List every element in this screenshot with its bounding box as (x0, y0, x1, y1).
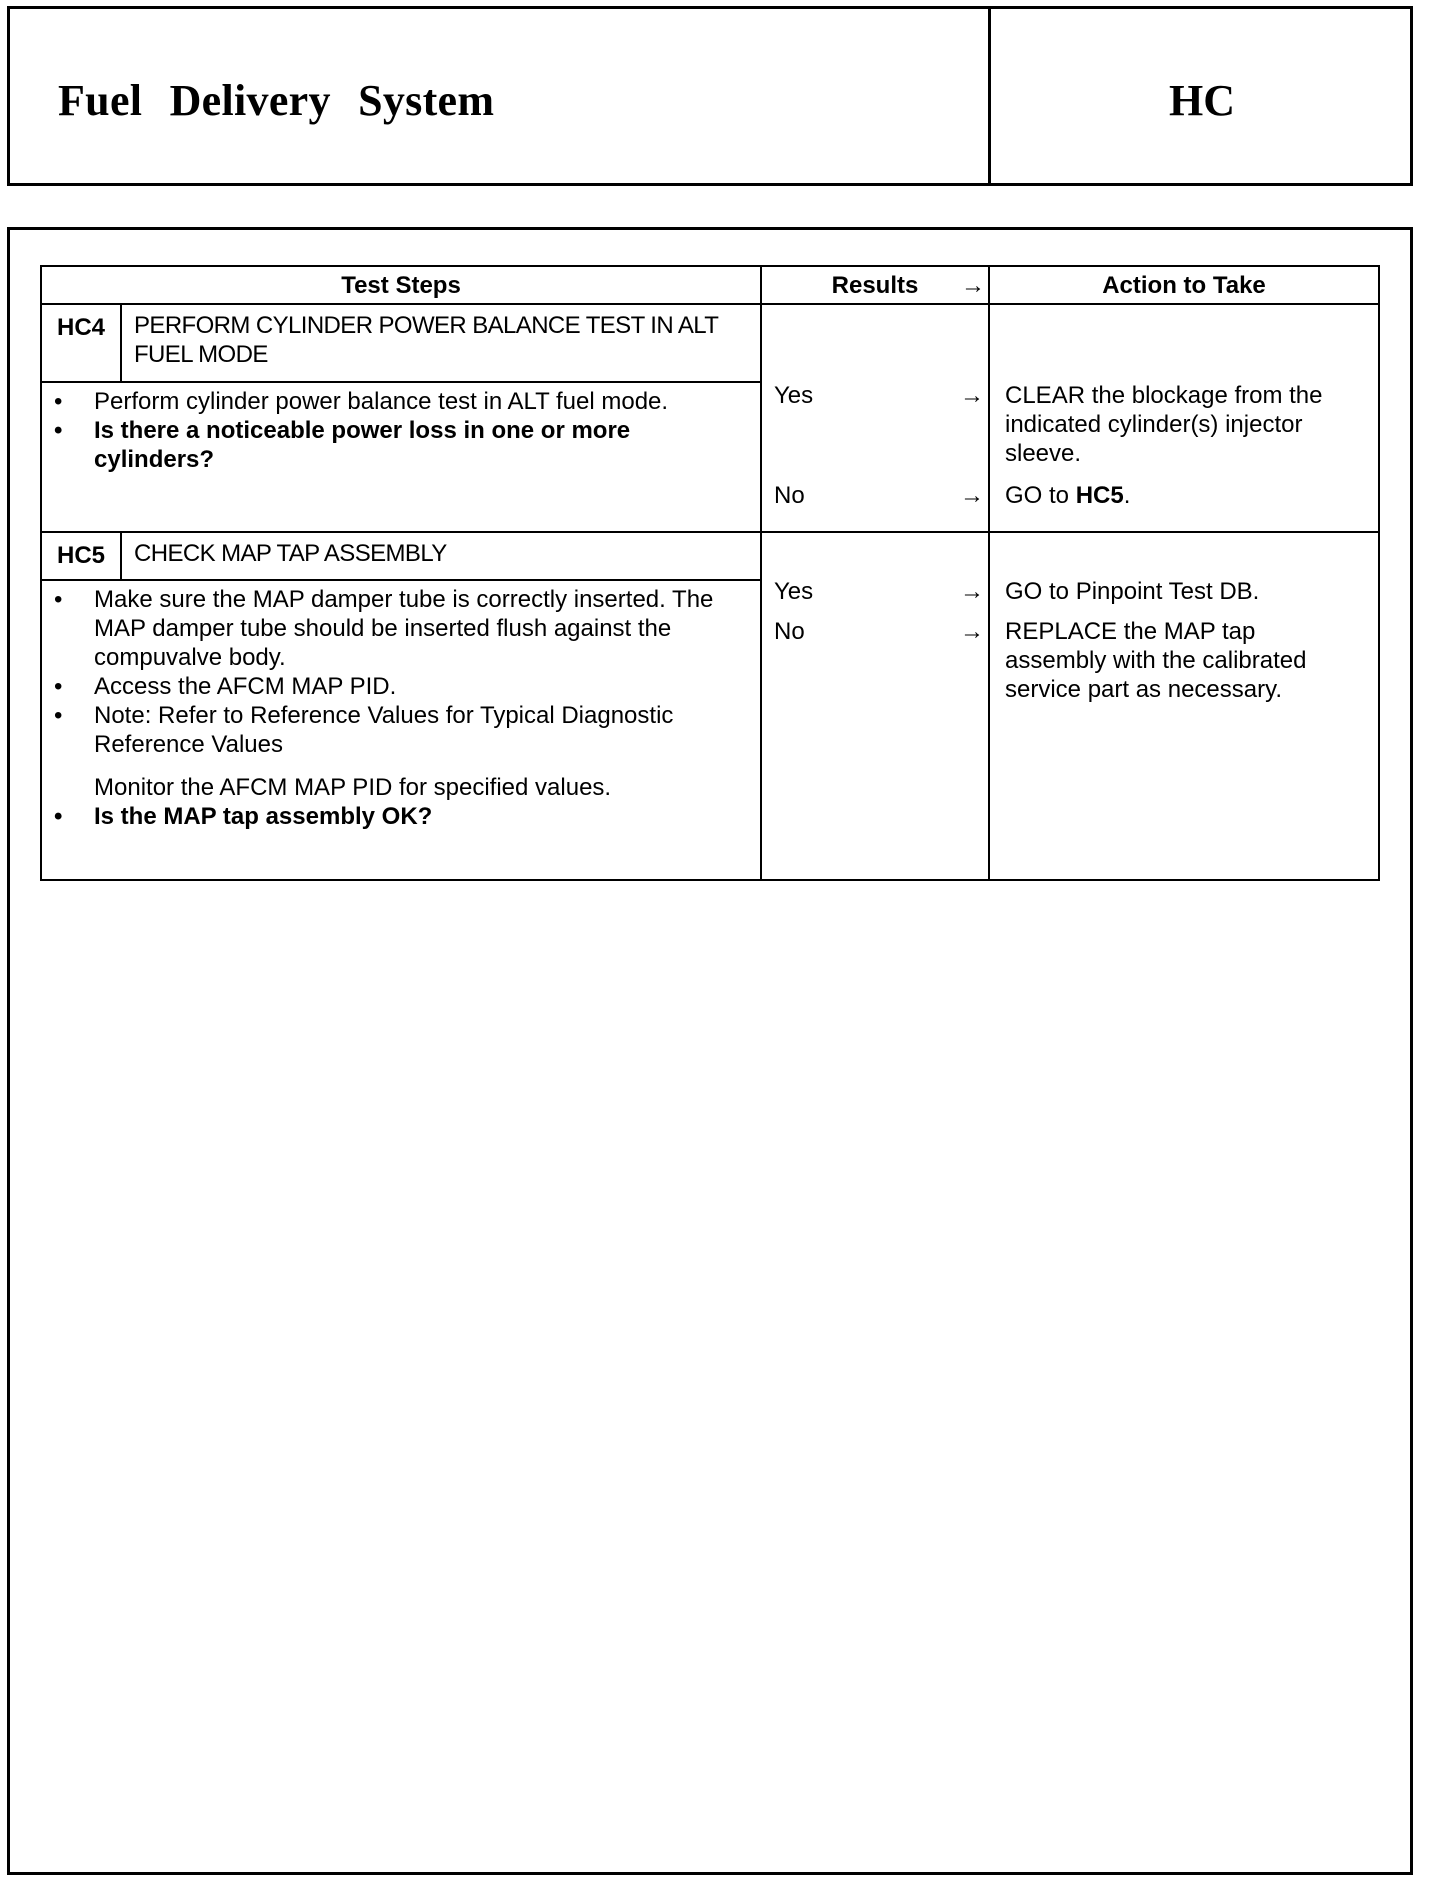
result-label: No (774, 618, 805, 645)
list-item: • Note: Refer to Reference Values for Typical Diagnostic Reference Values (50, 701, 750, 759)
action-yes: GO to Pinpoint Test DB. (1005, 578, 1260, 605)
list-item: • Is the MAP tap assembly OK? (50, 802, 750, 831)
col-header-action: Action to Take (989, 266, 1379, 304)
list-item: • Access the AFCM MAP PID. (50, 672, 750, 701)
section-code: HC (1169, 76, 1235, 125)
step-details (41, 382, 761, 532)
results-header-label: Results (831, 271, 919, 299)
step-bullet-list (50, 387, 750, 474)
action-no (1005, 481, 1356, 510)
col-header-results (761, 266, 989, 304)
result-no (774, 617, 986, 646)
list-item: • Is there a noticeable power loss in one or more cylinders? (50, 416, 750, 474)
page-header (7, 6, 1413, 186)
action-cell (989, 304, 1379, 532)
result-yes (774, 381, 986, 410)
action-no: REPLACE the MAP tap assembly with the calibrated service part as necessary. (1005, 618, 1307, 703)
results-cell (761, 532, 989, 880)
step-id: HC4 (41, 304, 121, 382)
table-header-row (41, 266, 1379, 304)
right-arrow-icon: → (960, 382, 984, 409)
step-bullet-list (50, 802, 750, 831)
result-label: Yes (774, 578, 814, 605)
step-title-row (41, 532, 1379, 580)
result-label: Yes (774, 382, 814, 409)
diagnostic-table (40, 265, 1380, 881)
step-id: HC5 (41, 532, 121, 580)
result-no (774, 481, 986, 510)
result-yes (774, 577, 986, 606)
list-item: • Perform cylinder power balance test in ALT fuel mode. (50, 387, 750, 416)
right-arrow-icon: → (961, 272, 985, 299)
action-step-ref: HC5 (1075, 482, 1124, 509)
step-details (41, 580, 761, 880)
right-arrow-icon: → (960, 578, 984, 605)
action-yes: CLEAR the blockage from the indicated cylinder(s) injector sleeve. (1005, 382, 1323, 467)
step-note: Monitor the AFCM MAP PID for specified values. (94, 774, 612, 801)
right-arrow-icon: → (960, 618, 984, 645)
list-item: • Make sure the MAP damper tube is correctly inserted. The MAP damper tube should be inserted flush against the compuvalve body. (50, 585, 750, 672)
right-arrow-icon: → (960, 482, 984, 509)
step-title-row (41, 304, 1379, 382)
step-title: PERFORM CYLINDER POWER BALANCE TEST IN ALT FUEL MODE (121, 304, 761, 382)
step-bullet-list (50, 585, 750, 759)
action-prefix: GO to (1005, 482, 1076, 509)
col-header-test-steps: Test Steps (41, 266, 761, 304)
results-cell (761, 304, 989, 532)
action-suffix: . (1123, 482, 1131, 509)
step-title: CHECK MAP TAP ASSEMBLY (121, 532, 761, 580)
result-label: No (774, 482, 805, 509)
action-cell (989, 532, 1379, 880)
section-title: Fuel Delivery System (58, 76, 495, 125)
